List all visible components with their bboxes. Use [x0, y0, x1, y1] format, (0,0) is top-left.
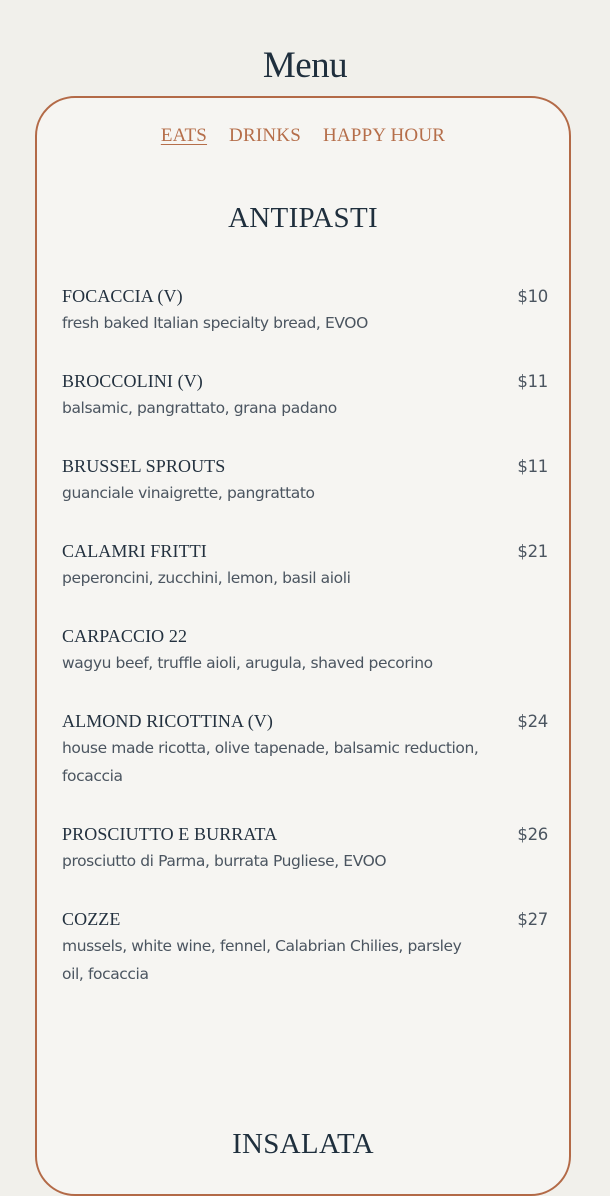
item-description: balsamic, pangrattato, grana padano	[62, 399, 337, 417]
item-price: $27	[517, 910, 548, 929]
menu-item	[62, 538, 548, 592]
menu-item	[62, 368, 548, 422]
item-name: BRUSSEL SPROUTS	[62, 456, 226, 476]
menu-item	[62, 821, 548, 875]
antipasti-list	[62, 283, 548, 1019]
tab-drinks[interactable]: DRINKS	[229, 125, 301, 146]
page-title: Menu	[262, 45, 348, 86]
item-name: PROSCIUTTO E BURRATA	[62, 824, 278, 844]
item-description: house made ricotta, olive tapenade, balsamic reduction, focaccia	[62, 739, 479, 785]
tab-eats[interactable]: EATS	[160, 125, 208, 146]
menu-item	[62, 453, 548, 507]
item-name: COZZE	[62, 909, 121, 929]
item-description: guanciale vinaigrette, pangrattato	[62, 484, 315, 502]
item-description: peperoncini, zucchini, lemon, basil aioli	[62, 569, 351, 587]
menu-card	[35, 96, 571, 1196]
menu-item	[62, 283, 548, 337]
menu-item	[62, 623, 548, 677]
tab-happy-hour[interactable]: HAPPY HOUR	[322, 125, 446, 146]
item-name: FOCACCIA (V)	[62, 286, 183, 306]
item-price: $26	[517, 825, 548, 844]
menu-tabs	[37, 125, 569, 147]
menu-item	[62, 906, 548, 988]
item-name: CALAMRI FRITTI	[62, 541, 207, 561]
item-name: CARPACCIO 22	[62, 626, 188, 646]
item-description: wagyu beef, truffle aioli, arugula, shaved pecorino	[62, 654, 433, 672]
section-title-insalata: INSALATA	[232, 1128, 374, 1160]
section-title-antipasti: ANTIPASTI	[228, 202, 378, 234]
item-price: $24	[517, 712, 548, 731]
item-name: ALMOND RICOTTINA (V)	[62, 711, 273, 731]
item-price: $10	[517, 287, 548, 306]
item-price: $11	[517, 457, 548, 476]
menu-item	[62, 708, 548, 790]
item-description: mussels, white wine, fennel, Calabrian Chilies, parsley oil, focaccia	[62, 937, 462, 983]
item-description: prosciutto di Parma, burrata Pugliese, EVOO	[62, 852, 387, 870]
item-price: $21	[517, 542, 548, 561]
item-name: BROCCOLINI (V)	[62, 371, 203, 391]
item-description: fresh baked Italian specialty bread, EVOO	[62, 314, 368, 332]
item-price: $11	[517, 372, 548, 391]
